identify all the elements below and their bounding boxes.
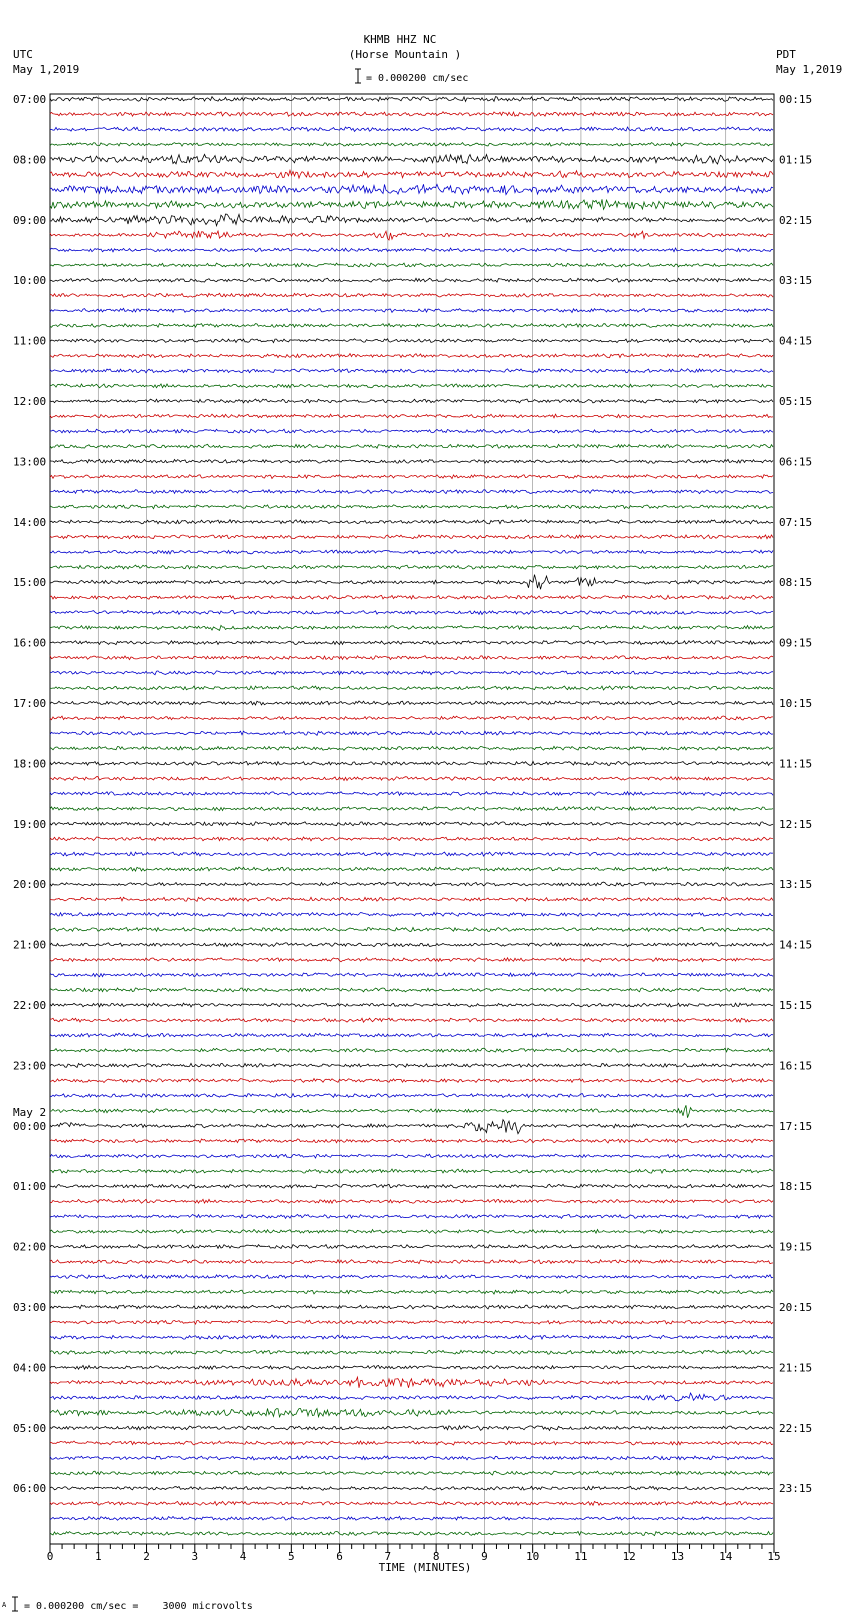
seismic-trace (50, 777, 773, 781)
seismic-trace (50, 1486, 773, 1490)
site-title: (Horse Mountain ) (348, 48, 462, 61)
seismic-trace (50, 1214, 773, 1218)
seismic-trace (50, 867, 773, 871)
seismic-trace (50, 1105, 773, 1117)
pdt-hour-label: 22:15 (779, 1421, 813, 1435)
pdt-hour-label: 03:15 (779, 274, 813, 288)
pdt-hour-label: 05:15 (779, 395, 813, 408)
seismic-trace (50, 1426, 773, 1431)
pdt-hour-label: 11:15 (779, 757, 813, 771)
x-tick-label: 8 (432, 1550, 440, 1563)
seismic-trace (50, 127, 773, 131)
seismic-trace (50, 671, 773, 675)
seismic-trace (50, 1184, 773, 1188)
seismic-trace (50, 1335, 773, 1339)
utc-hour-label: 09:00 (13, 213, 47, 227)
seismic-trace (50, 1501, 773, 1505)
utc-hour-label: 14:00 (13, 515, 47, 529)
seismic-trace (50, 1120, 773, 1134)
utc-hour-label: 16:00 (13, 636, 47, 650)
x-tick-label: 3 (191, 1550, 199, 1563)
x-tick-label: 13 (670, 1550, 685, 1563)
seismic-trace (50, 882, 773, 886)
pdt-hour-label: 15:15 (779, 999, 813, 1012)
utc-hour-label: 08:00 (13, 153, 47, 167)
seismic-trace (50, 1169, 773, 1173)
seismic-trace (50, 199, 773, 209)
seismic-trace (50, 807, 773, 811)
seismic-trace (50, 1230, 773, 1234)
seismic-trace (50, 354, 773, 358)
utc-hour-label: 15:00 (13, 576, 47, 590)
seismic-trace (50, 1094, 773, 1098)
x-tick-label: 4 (239, 1550, 247, 1563)
x-tick-label: 12 (622, 1550, 636, 1563)
pdt-hour-label: 09:15 (779, 636, 813, 650)
seismic-trace (50, 97, 773, 102)
seismic-trace (50, 1350, 773, 1354)
x-tick-label: 11 (574, 1550, 588, 1563)
seismic-trace (50, 746, 773, 750)
date-change-label: May 2 (13, 1105, 47, 1119)
utc-hour-label: 05:00 (13, 1421, 47, 1435)
utc-hour-label: 21:00 (13, 938, 47, 952)
x-tick-label: 2 (143, 1550, 150, 1563)
pdt-hour-label: 20:15 (779, 1301, 813, 1314)
seismic-trace (50, 248, 773, 252)
seismic-trace (50, 701, 773, 705)
seismic-trace (50, 1063, 773, 1067)
seismic-trace (50, 595, 773, 599)
x-axis-label: TIME (MINUTES) (378, 1561, 472, 1574)
seismic-trace (50, 308, 773, 312)
seismic-trace (50, 184, 773, 194)
seismic-trace (50, 641, 773, 645)
utc-hour-label: 19:00 (13, 817, 47, 831)
seismic-trace (50, 761, 773, 765)
seismic-trace (50, 837, 773, 841)
seismic-trace (50, 1320, 773, 1324)
seismic-trace (50, 1018, 773, 1022)
utc-hour-label: 10:00 (13, 274, 47, 288)
seismic-trace (50, 897, 773, 901)
pdt-hour-label: 14:15 (779, 938, 813, 952)
utc-hour-label: 04:00 (13, 1361, 47, 1375)
seismic-trace (50, 520, 773, 524)
right-timezone: PDT (776, 48, 796, 61)
seismic-trace (50, 716, 773, 720)
seismic-trace (50, 1139, 773, 1143)
seismic-trace (50, 278, 773, 282)
seismic-trace (50, 550, 773, 554)
seismic-trace (50, 1305, 773, 1309)
x-tick-label: 10 (526, 1550, 540, 1563)
utc-hour-label: 12:00 (13, 395, 47, 408)
pdt-hour-label: 04:15 (779, 334, 813, 348)
seismic-trace (50, 958, 773, 962)
pdt-hour-label: 23:15 (779, 1482, 813, 1496)
seismic-trace (50, 1275, 773, 1279)
left-date: May 1,2019 (13, 63, 80, 76)
seismic-trace (50, 1079, 773, 1083)
utc-hour-label: 11:00 (13, 334, 47, 348)
seismic-trace (50, 535, 773, 539)
seismic-trace (50, 444, 773, 448)
utc-hour-label: 00:00 (13, 1119, 47, 1133)
station-title: KHMB HHZ NC (363, 33, 437, 46)
pdt-hour-label: 02:15 (779, 213, 813, 227)
seismic-trace (50, 928, 773, 932)
seismic-trace (50, 565, 773, 569)
seismic-trace (50, 263, 773, 267)
utc-hour-label: 22:00 (13, 999, 47, 1012)
seismic-trace (50, 1260, 773, 1264)
seismic-trace (50, 611, 773, 615)
seismic-trace (50, 1516, 773, 1520)
seismic-trace (50, 384, 773, 388)
pdt-hour-label: 06:15 (779, 455, 813, 469)
seismic-trace (50, 1441, 773, 1445)
x-tick-label: 7 (384, 1550, 392, 1563)
pdt-hour-label: 21:15 (779, 1361, 813, 1375)
seismic-trace (50, 625, 773, 630)
seismic-traces (50, 97, 773, 1536)
footer-scale-bar-icon (12, 1597, 18, 1611)
seismic-trace (50, 822, 773, 826)
pdt-hour-label: 08:15 (779, 576, 813, 590)
scale-label: = 0.000200 cm/sec (366, 73, 469, 84)
seismic-trace (50, 459, 773, 463)
pdt-hour-label: 17:15 (779, 1119, 813, 1133)
seismic-trace (50, 143, 773, 147)
utc-hour-label: 06:00 (13, 1482, 47, 1496)
seismic-trace (50, 154, 773, 164)
pdt-hour-label: 13:15 (779, 878, 813, 892)
seismic-trace (50, 731, 773, 735)
right-date: May 1,2019 (776, 63, 843, 76)
seismic-trace (50, 575, 773, 590)
left-timezone: UTC (13, 48, 33, 61)
seismic-trace (50, 170, 773, 178)
seismic-trace (50, 912, 773, 916)
scale-bar-icon (355, 69, 361, 83)
seismic-trace (50, 1393, 773, 1401)
x-tick-label: 14 (719, 1550, 733, 1563)
seismic-trace (50, 399, 773, 403)
x-tick-label: 5 (288, 1550, 295, 1563)
seismic-trace (50, 293, 773, 297)
seismic-trace (50, 943, 773, 947)
seismic-trace (50, 1199, 773, 1203)
seismic-trace (50, 1365, 773, 1369)
seismic-trace (50, 852, 773, 856)
footer-prefix: A (2, 1601, 7, 1609)
pdt-hour-label: 12:15 (779, 817, 813, 831)
seismic-trace (50, 1290, 773, 1294)
seismic-trace (50, 414, 773, 418)
pdt-hour-label: 10:15 (779, 697, 813, 710)
seismic-trace (50, 475, 773, 479)
seismic-trace (50, 1409, 773, 1417)
minute-gridlines (98, 94, 725, 1544)
x-tick-label: 9 (481, 1550, 488, 1563)
seismic-trace (50, 1154, 773, 1158)
utc-hour-label: 18:00 (13, 757, 47, 771)
pdt-hour-label: 07:15 (779, 515, 813, 529)
seismic-trace (50, 1033, 773, 1037)
pdt-hour-label: 16:15 (779, 1059, 813, 1073)
seismic-trace (50, 1456, 773, 1460)
utc-hour-label: 20:00 (13, 878, 47, 892)
utc-hour-label: 13:00 (13, 455, 47, 469)
seismic-trace (50, 656, 773, 660)
seismic-trace (50, 339, 773, 343)
pdt-hour-label: 01:15 (779, 153, 813, 167)
seismic-trace (50, 1245, 773, 1249)
seismic-trace (50, 231, 773, 240)
x-tick-label: 0 (46, 1550, 54, 1563)
footer-scale-note: = 0.000200 cm/sec = 3000 microvolts (24, 1601, 253, 1612)
seismic-trace (50, 1377, 773, 1388)
seismic-trace (50, 973, 773, 977)
utc-hour-label: 23:00 (13, 1059, 47, 1073)
pdt-hour-label: 18:15 (779, 1180, 813, 1194)
pdt-hour-label: 00:15 (779, 93, 813, 106)
x-tick-label: 15 (767, 1550, 781, 1563)
seismic-trace (50, 490, 773, 494)
seismic-trace (50, 429, 773, 433)
utc-hour-label: 03:00 (13, 1301, 47, 1314)
x-tick-label: 6 (336, 1550, 343, 1563)
seismic-trace (50, 686, 773, 690)
utc-hour-label: 01:00 (13, 1180, 47, 1194)
utc-hour-label: 07:00 (13, 93, 47, 106)
seismic-trace (50, 369, 773, 373)
utc-hour-label: 02:00 (13, 1240, 47, 1254)
seismic-trace (50, 988, 773, 992)
seismic-trace (50, 1003, 773, 1007)
seismic-trace (50, 324, 773, 328)
seismic-trace (50, 1471, 773, 1475)
seismic-trace (50, 1048, 773, 1052)
seismic-trace (50, 112, 773, 116)
seismic-trace (50, 505, 773, 509)
seismic-trace (50, 1531, 773, 1535)
utc-hour-label: 17:00 (13, 697, 47, 710)
seismic-trace (50, 214, 773, 226)
pdt-hour-label: 19:15 (779, 1240, 813, 1254)
seismic-trace (50, 792, 773, 796)
x-tick-label: 1 (94, 1550, 102, 1563)
